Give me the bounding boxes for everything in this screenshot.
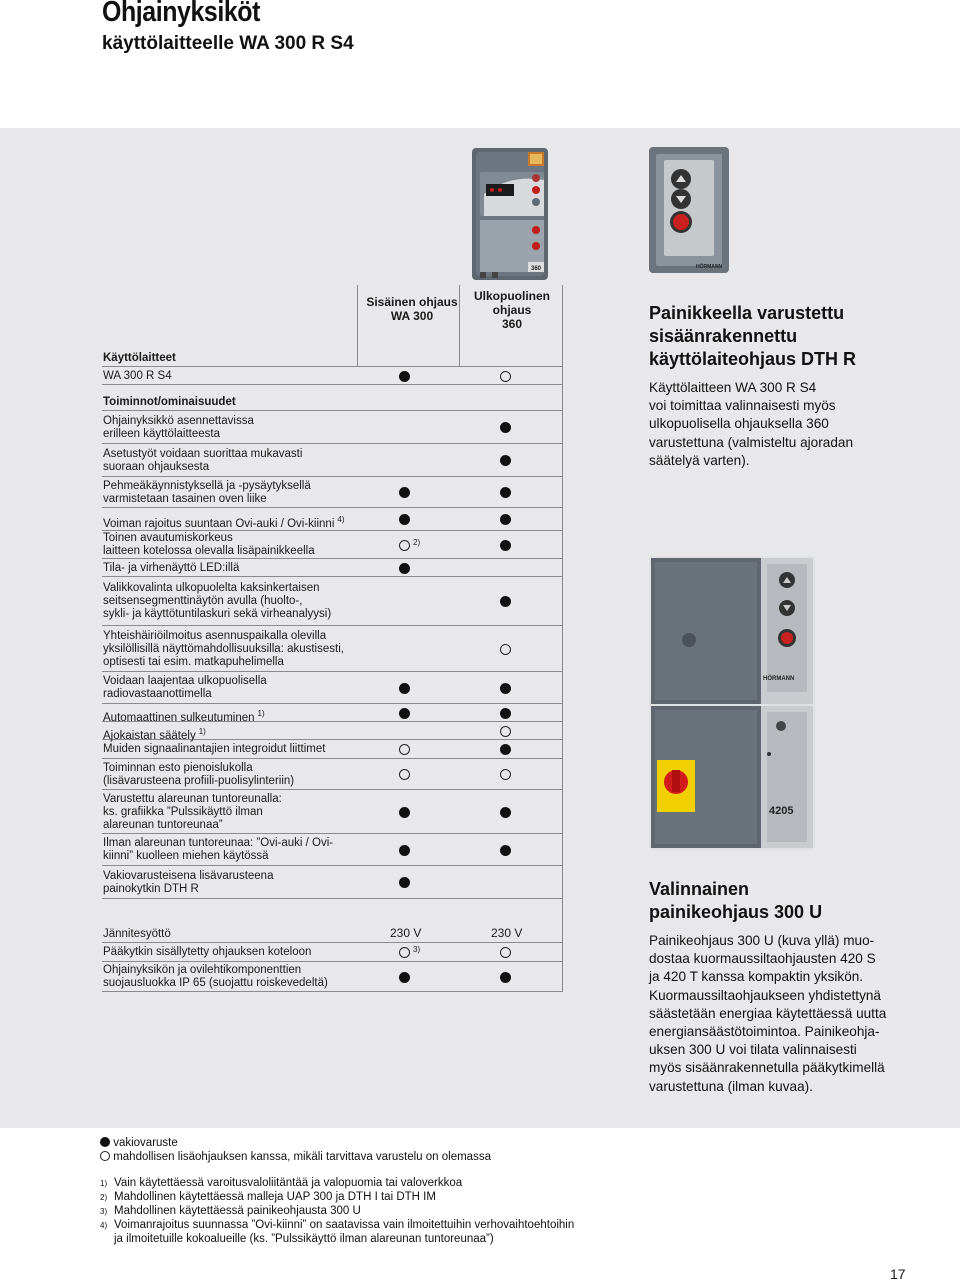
box4205-label: 4205 (769, 805, 794, 817)
standard-dot-icon (500, 807, 511, 818)
table-row (102, 559, 562, 577)
footnote-ref: 4) (337, 515, 345, 524)
row-label: Vakiovarusteisena lisävarusteena painokytkin DTH R (103, 869, 274, 895)
ctrl360-label: 360 (530, 266, 542, 272)
table-row (102, 740, 562, 759)
row-label: Käyttölaitteet (103, 351, 176, 364)
table-row (102, 722, 562, 740)
heading-dth-r: Painikkeella varustettu sisäänrakennettu käyttölaiteohjaus DTH R (649, 303, 857, 369)
full-dot-icon (100, 1137, 110, 1147)
row-label: Ajokaistan säätely $^{1)}$ (103, 726, 206, 742)
brand-label-2: HÖRMANN (763, 676, 795, 682)
footnote-number: 4) (100, 1221, 108, 1230)
optional-circle-icon (399, 769, 410, 780)
standard-dot-icon (500, 708, 511, 719)
page-number: 17 (890, 1266, 906, 1282)
optional-circle-icon (500, 769, 511, 780)
text-dth-r: Käyttölaitteen WA 300 R S4 voi toimittaa valinnaisesti myös ulkopuolisella ohjauksella 360 varustettuna (valmisteltu ajoradan säätelyä varten). (649, 380, 854, 468)
standard-dot-icon (500, 514, 511, 525)
column-divider (459, 285, 460, 367)
optional-circle-icon (500, 947, 511, 958)
table-row (102, 790, 562, 834)
standard-dot-icon (500, 744, 511, 755)
col-header-internal: Sisäinen ohjaus WA 300 (366, 295, 458, 323)
control-4205-image (649, 556, 815, 850)
standard-dot-icon (399, 807, 410, 818)
legend-empty (100, 1150, 491, 1164)
footnote-ref: 1) (198, 726, 206, 736)
row-label: Valikkovalinta ulkopuolelta kaksinkertaisen seitsensegmenttinäytön avulla (huolto-, sykli- ja käyttötuntilaskuri sekä virheanalyysi) (103, 582, 332, 620)
table-row (102, 477, 562, 508)
standard-dot-icon (399, 683, 410, 694)
legend-full (100, 1136, 178, 1150)
table-row (102, 672, 562, 704)
standard-dot-icon (399, 845, 410, 856)
standard-dot-icon (500, 540, 511, 551)
table-row (102, 834, 562, 866)
row-label: Pääkytkin sisällytetty ohjauksen koteloon (103, 946, 312, 958)
row-label: Toiminnot/ominaisuudet (103, 395, 236, 408)
table-section-row (102, 349, 562, 367)
voltage-value: 230 V (390, 926, 422, 940)
standard-dot-icon (399, 877, 410, 888)
legend-full-text: vakiovaruste (113, 1137, 178, 1149)
standard-dot-icon (399, 708, 410, 719)
row-label: Yhteishäiriöilmoitus asennuspaikalla olevilla yksilöllisillä näyttömahdollisuuksilla: akustisesti, optisesti tai esim. matkapuhelimella (103, 629, 344, 668)
table-row (102, 577, 562, 626)
standard-dot-icon (399, 487, 410, 498)
row-label: Toinen avautumiskorkeus laitteen kotelossa olevalla lisäpainikkeella (103, 532, 315, 557)
row-label: Ohjainyksikkö asennettavissa erilleen käyttölaitteesta (103, 414, 254, 440)
row-label: Voiman rajoitus suuntaan Ovi-auki / Ovi-kiinni $^{4)}$ (103, 515, 345, 530)
legend-empty-text: mahdollisen lisäohjauksen kanssa, mikäli tarvittava varustelu on olemassa (113, 1151, 491, 1163)
footnote-number: 3) (100, 1207, 108, 1216)
standard-dot-icon (500, 596, 511, 607)
push-button-box-image (648, 146, 730, 274)
table-row (102, 925, 562, 943)
standard-dot-icon (500, 845, 511, 856)
table-row (102, 866, 562, 899)
standard-dot-icon (500, 422, 511, 433)
table-row (102, 626, 562, 672)
standard-dot-icon (500, 455, 511, 466)
table-row (102, 367, 562, 385)
footnote-number: 2) (100, 1193, 108, 1202)
column-divider (562, 285, 563, 992)
text-300u: Painikeohjaus 300 U (kuva yllä) muo- dostaa kuormaussiltaohjausten 420 S ja 420 T kanssa kompaktin yksikön. Kuormaussiltaohjaukseen yhdistettynä säästetään energiaa käytettäessä uutta energiansäästötoimintoa. Painikeohja- uksen 300 U voi tilata valinnaisesti myös sisäänrakennetulla pääkytkimellä varustettuna (ilman kuvaa). (649, 933, 887, 1094)
empty-circle-icon (100, 1151, 110, 1161)
row-label: Pehmeäkäynnistyksellä ja -pysäytyksellä varmistetaan tasainen oven liike (103, 479, 311, 505)
table-row (102, 508, 562, 531)
standard-dot-icon (399, 371, 410, 382)
row-label: Varustettu alareunan tuntoreunalla: ks. grafiikka ”Pulssikäyttö ilman alareunan tuntoreunaa” (103, 792, 282, 831)
table-row (102, 759, 562, 790)
column-divider (357, 285, 358, 367)
page-title: Ohjainyksiköt (102, 0, 260, 28)
table-row (102, 411, 562, 444)
table-row (102, 444, 562, 477)
optional-circle-icon (500, 726, 511, 737)
heading-300u: Valinnainen painikeohjaus 300 U (649, 879, 823, 922)
control-360-image (470, 146, 550, 282)
table-section-row (102, 393, 562, 411)
footnote-number: 1) (100, 1179, 108, 1188)
row-label: Muiden signaalinantajien integroidut liittimet (103, 743, 326, 755)
page-subtitle: käyttölaitteelle WA 300 R S4 (102, 33, 354, 54)
row-label: Tila- ja virhenäyttö LED:illä (103, 561, 240, 574)
footnote-ref: 2) (413, 537, 421, 547)
footnote-ref: 3) (413, 945, 421, 954)
optional-circle-icon (500, 644, 511, 655)
row-label: Jännitesyöttö (103, 927, 171, 940)
table-row (102, 531, 562, 559)
footnote-text: Vain käytettäessä varoitusvaloliitäntää ja valopuomia tai valoverkkoa (114, 1177, 463, 1189)
optional-circle-icon (399, 744, 410, 755)
footnote-text: Voimanrajoitus suunnassa ”Ovi-kiinni” on saatavissa vain ilmoitettuihin verhovaihtoehtoihin ja ilmoitetuille kokoalueille (ks. ”Pulssikäyttö ilman alareunan tuntoreunaa”) (114, 1219, 575, 1245)
row-label: WA 300 R S4 (103, 369, 172, 382)
table-row (102, 704, 562, 722)
standard-dot-icon (399, 972, 410, 983)
row-label: Ohjainyksikön ja ovilehtikomponenttien suojausluokka IP 65 (suojattu roiskevedeltä) (103, 964, 328, 989)
footnote-ref: 1) (257, 708, 265, 718)
table-row (102, 943, 562, 962)
standard-dot-icon (399, 514, 410, 525)
row-label: Ilman alareunan tuntoreunaa: ”Ovi-auki / Ovi- kiinni” kuolleen miehen käytössä (103, 837, 334, 862)
optional-circle-icon (399, 947, 410, 958)
row-label: Voidaan laajentaa ulkopuolisella radiovastaanottimella (103, 675, 267, 700)
table-row (102, 962, 562, 992)
optional-circle-icon (500, 371, 511, 382)
footnote-text: Mahdollinen käytettäessä malleja UAP 300 ja DTH I tai DTH IM (114, 1191, 436, 1203)
brand-label-1: HÖRMANN (696, 264, 723, 270)
footnote-text: Mahdollinen käytettäessä painikeohjausta 300 U (114, 1205, 361, 1217)
standard-dot-icon (500, 972, 511, 983)
optional-circle-icon (399, 540, 410, 551)
col-header-external: Ulkopuolinen ohjaus 360 (474, 289, 550, 331)
row-label: Asetustyöt voidaan suorittaa mukavasti suoraan ohjauksesta (103, 447, 303, 473)
voltage-value: 230 V (491, 926, 523, 940)
row-label: Automaattinen sulkeutuminen $^{1)}$ (103, 708, 265, 724)
standard-dot-icon (399, 563, 410, 574)
standard-dot-icon (500, 487, 511, 498)
standard-dot-icon (500, 683, 511, 694)
row-label: Toiminnan esto pienoislukolla (lisävarusteena profiili-puolisylinteriin) (103, 761, 295, 787)
